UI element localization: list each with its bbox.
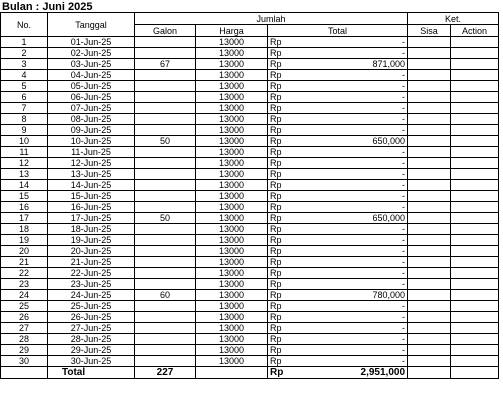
cell-total[interactable]: - bbox=[281, 345, 408, 356]
cell-harga[interactable]: 13000 bbox=[196, 279, 268, 290]
cell-harga[interactable]: 13000 bbox=[196, 246, 268, 257]
cell-no[interactable]: 9 bbox=[1, 125, 48, 136]
header-total[interactable]: Total bbox=[268, 25, 408, 37]
cell-no[interactable]: 4 bbox=[1, 70, 48, 81]
cell-galon[interactable] bbox=[135, 92, 196, 103]
cell-sisa[interactable] bbox=[408, 125, 451, 136]
cell-date[interactable]: 26-Jun-25 bbox=[48, 312, 135, 323]
cell-galon[interactable] bbox=[135, 180, 196, 191]
cell-galon[interactable] bbox=[135, 323, 196, 334]
cell-sisa[interactable] bbox=[408, 48, 451, 59]
cell-galon[interactable] bbox=[135, 279, 196, 290]
cell-currency[interactable]: Rp bbox=[268, 59, 281, 70]
cell-sisa[interactable] bbox=[408, 158, 451, 169]
cell-harga[interactable]: 13000 bbox=[196, 356, 268, 367]
cell-total[interactable]: - bbox=[281, 180, 408, 191]
cell-sisa[interactable] bbox=[408, 59, 451, 70]
cell-sisa[interactable] bbox=[408, 169, 451, 180]
cell-date[interactable]: 14-Jun-25 bbox=[48, 180, 135, 191]
cell-galon[interactable] bbox=[135, 125, 196, 136]
cell-action[interactable] bbox=[451, 246, 499, 257]
cell-harga[interactable]: 13000 bbox=[196, 334, 268, 345]
cell-action[interactable] bbox=[451, 136, 499, 147]
cell-sisa[interactable] bbox=[408, 334, 451, 345]
cell-action[interactable] bbox=[451, 125, 499, 136]
cell-date[interactable]: 17-Jun-25 bbox=[48, 213, 135, 224]
cell-galon[interactable] bbox=[135, 356, 196, 367]
table-row bbox=[1, 103, 499, 114]
cell-date[interactable]: 12-Jun-25 bbox=[48, 158, 135, 169]
cell-total[interactable]: - bbox=[281, 103, 408, 114]
cell-galon[interactable] bbox=[135, 147, 196, 158]
cell-date[interactable]: 22-Jun-25 bbox=[48, 268, 135, 279]
cell-total[interactable]: 650,000 bbox=[281, 136, 408, 147]
table-row bbox=[1, 136, 499, 147]
cell-no[interactable]: 28 bbox=[1, 334, 48, 345]
cell-sisa[interactable] bbox=[408, 312, 451, 323]
cell-action[interactable] bbox=[451, 147, 499, 158]
cell-total[interactable]: - bbox=[281, 224, 408, 235]
sheet-title: Bulan : Juni 2025 bbox=[2, 1, 93, 13]
cell-date[interactable]: 01-Jun-25 bbox=[48, 37, 135, 48]
cell-no[interactable]: 21 bbox=[1, 257, 48, 268]
table-row bbox=[1, 48, 499, 59]
cell-currency[interactable]: Rp bbox=[268, 301, 281, 312]
cell-currency[interactable]: Rp bbox=[268, 158, 281, 169]
cell-total[interactable]: 650,000 bbox=[281, 213, 408, 224]
table-row bbox=[1, 202, 499, 213]
cell-currency[interactable]: Rp bbox=[268, 147, 281, 158]
cell-harga[interactable]: 13000 bbox=[196, 81, 268, 92]
cell-no[interactable]: 10 bbox=[1, 136, 48, 147]
cell-total[interactable]: - bbox=[281, 125, 408, 136]
cell-currency[interactable]: Rp bbox=[268, 213, 281, 224]
cell-total[interactable]: - bbox=[281, 323, 408, 334]
cell-currency[interactable]: Rp bbox=[268, 224, 281, 235]
cell-date[interactable]: 16-Jun-25 bbox=[48, 202, 135, 213]
cell-total[interactable]: - bbox=[281, 169, 408, 180]
cell-galon[interactable] bbox=[135, 235, 196, 246]
header-sisa[interactable]: Sisa bbox=[408, 25, 451, 37]
cell-currency[interactable]: Rp bbox=[268, 191, 281, 202]
cell-date[interactable]: 13-Jun-25 bbox=[48, 169, 135, 180]
cell-no[interactable]: 29 bbox=[1, 345, 48, 356]
cell-galon[interactable] bbox=[135, 202, 196, 213]
cell-action[interactable] bbox=[451, 202, 499, 213]
table-row bbox=[1, 301, 499, 312]
cell-action[interactable] bbox=[451, 48, 499, 59]
cell-no[interactable]: 5 bbox=[1, 81, 48, 92]
cell-harga[interactable]: 13000 bbox=[196, 147, 268, 158]
cell-sisa[interactable] bbox=[408, 279, 451, 290]
cell-currency[interactable]: Rp bbox=[268, 92, 281, 103]
cell-sisa[interactable] bbox=[408, 356, 451, 367]
cell-no[interactable]: 16 bbox=[1, 202, 48, 213]
cell-sisa[interactable] bbox=[408, 191, 451, 202]
cell-sisa[interactable] bbox=[408, 147, 451, 158]
cell-harga[interactable]: 13000 bbox=[196, 345, 268, 356]
total-currency[interactable]: Rp bbox=[268, 367, 281, 379]
cell-date[interactable]: 03-Jun-25 bbox=[48, 59, 135, 70]
cell-galon[interactable] bbox=[135, 246, 196, 257]
cell-action[interactable] bbox=[451, 59, 499, 70]
cell-harga[interactable]: 13000 bbox=[196, 70, 268, 81]
cell-harga[interactable]: 13000 bbox=[196, 301, 268, 312]
cell-sisa[interactable] bbox=[408, 257, 451, 268]
cell-action[interactable] bbox=[451, 103, 499, 114]
cell-no[interactable]: 8 bbox=[1, 114, 48, 125]
cell-action[interactable] bbox=[451, 312, 499, 323]
cell-no[interactable]: 3 bbox=[1, 59, 48, 70]
table-row bbox=[1, 37, 499, 48]
cell-galon[interactable] bbox=[135, 257, 196, 268]
cell-currency[interactable]: Rp bbox=[268, 125, 281, 136]
cell-galon[interactable] bbox=[135, 334, 196, 345]
cell-galon[interactable] bbox=[135, 81, 196, 92]
cell-harga[interactable]: 13000 bbox=[196, 92, 268, 103]
cell-galon[interactable] bbox=[135, 37, 196, 48]
cell-total[interactable]: - bbox=[281, 81, 408, 92]
table-row bbox=[1, 312, 499, 323]
cell-sisa[interactable] bbox=[408, 37, 451, 48]
cell-no[interactable]: 13 bbox=[1, 169, 48, 180]
cell-action[interactable] bbox=[451, 323, 499, 334]
cell-total[interactable]: - bbox=[281, 147, 408, 158]
cell-galon[interactable]: 50 bbox=[135, 213, 196, 224]
cell-date[interactable]: 23-Jun-25 bbox=[48, 279, 135, 290]
cell-sisa[interactable] bbox=[408, 268, 451, 279]
table-row bbox=[1, 191, 499, 202]
cell-action[interactable] bbox=[451, 81, 499, 92]
cell-date[interactable]: 19-Jun-25 bbox=[48, 235, 135, 246]
cell-date[interactable]: 29-Jun-25 bbox=[48, 345, 135, 356]
header-jumlah[interactable]: Jumlah bbox=[135, 13, 408, 25]
cell-harga[interactable]: 13000 bbox=[196, 213, 268, 224]
cell-galon[interactable] bbox=[135, 48, 196, 59]
table-row bbox=[1, 147, 499, 158]
cell-no[interactable]: 2 bbox=[1, 48, 48, 59]
cell-galon[interactable]: 67 bbox=[135, 59, 196, 70]
cell-date[interactable]: 20-Jun-25 bbox=[48, 246, 135, 257]
cell-total[interactable]: - bbox=[281, 312, 408, 323]
cell-galon[interactable] bbox=[135, 114, 196, 125]
table-row bbox=[1, 158, 499, 169]
cell-no[interactable]: 15 bbox=[1, 191, 48, 202]
cell-action[interactable] bbox=[451, 169, 499, 180]
cell-total[interactable]: - bbox=[281, 191, 408, 202]
header-no[interactable]: No. bbox=[1, 13, 48, 37]
cell-harga[interactable]: 13000 bbox=[196, 59, 268, 70]
cell-currency[interactable]: Rp bbox=[268, 37, 281, 48]
table-row bbox=[1, 268, 499, 279]
cell-sisa[interactable] bbox=[408, 180, 451, 191]
cell-no[interactable]: 18 bbox=[1, 224, 48, 235]
cell-action[interactable] bbox=[451, 235, 499, 246]
total-harga-cell[interactable] bbox=[196, 367, 268, 379]
cell-harga[interactable]: 13000 bbox=[196, 202, 268, 213]
table-row bbox=[1, 125, 499, 136]
cell-no[interactable]: 12 bbox=[1, 158, 48, 169]
cell-action[interactable] bbox=[451, 114, 499, 125]
cell-harga[interactable]: 13000 bbox=[196, 180, 268, 191]
cell-harga[interactable]: 13000 bbox=[196, 224, 268, 235]
header-action[interactable]: Action bbox=[451, 25, 499, 37]
cell-action[interactable] bbox=[451, 70, 499, 81]
cell-sisa[interactable] bbox=[408, 224, 451, 235]
cell-date[interactable]: 30-Jun-25 bbox=[48, 356, 135, 367]
cell-no[interactable]: 22 bbox=[1, 268, 48, 279]
total-row bbox=[1, 367, 499, 379]
cell-galon[interactable] bbox=[135, 103, 196, 114]
cell-total[interactable]: - bbox=[281, 268, 408, 279]
cell-harga[interactable]: 13000 bbox=[196, 114, 268, 125]
cell-total[interactable]: 871,000 bbox=[281, 59, 408, 70]
spreadsheet-table bbox=[0, 12, 499, 379]
cell-date[interactable]: 25-Jun-25 bbox=[48, 301, 135, 312]
cell-no[interactable]: 19 bbox=[1, 235, 48, 246]
table-row bbox=[1, 180, 499, 191]
cell-no[interactable]: 26 bbox=[1, 312, 48, 323]
cell-sisa[interactable] bbox=[408, 290, 451, 301]
cell-harga[interactable]: 13000 bbox=[196, 37, 268, 48]
cell-date[interactable]: 10-Jun-25 bbox=[48, 136, 135, 147]
cell-harga[interactable]: 13000 bbox=[196, 312, 268, 323]
cell-date[interactable]: 02-Jun-25 bbox=[48, 48, 135, 59]
cell-date[interactable]: 08-Jun-25 bbox=[48, 114, 135, 125]
cell-date[interactable]: 18-Jun-25 bbox=[48, 224, 135, 235]
cell-action[interactable] bbox=[451, 213, 499, 224]
cell-galon[interactable] bbox=[135, 224, 196, 235]
cell-action[interactable] bbox=[451, 191, 499, 202]
table-row bbox=[1, 356, 499, 367]
cell-action[interactable] bbox=[451, 279, 499, 290]
cell-currency[interactable]: Rp bbox=[268, 257, 281, 268]
cell-date[interactable]: 07-Jun-25 bbox=[48, 103, 135, 114]
cell-sisa[interactable] bbox=[408, 70, 451, 81]
cell-currency[interactable]: Rp bbox=[268, 114, 281, 125]
cell-date[interactable]: 04-Jun-25 bbox=[48, 70, 135, 81]
table-row bbox=[1, 279, 499, 290]
cell-no[interactable]: 23 bbox=[1, 279, 48, 290]
cell-action[interactable] bbox=[451, 224, 499, 235]
table-row bbox=[1, 323, 499, 334]
table-row bbox=[1, 59, 499, 70]
cell-no[interactable]: 30 bbox=[1, 356, 48, 367]
cell-currency[interactable]: Rp bbox=[268, 202, 281, 213]
table-row bbox=[1, 81, 499, 92]
cell-harga[interactable]: 13000 bbox=[196, 125, 268, 136]
cell-total[interactable]: - bbox=[281, 92, 408, 103]
cell-harga[interactable]: 13000 bbox=[196, 169, 268, 180]
cell-no[interactable]: 27 bbox=[1, 323, 48, 334]
cell-action[interactable] bbox=[451, 356, 499, 367]
cell-galon[interactable]: 50 bbox=[135, 136, 196, 147]
cell-action[interactable] bbox=[451, 158, 499, 169]
cell-action[interactable] bbox=[451, 290, 499, 301]
cell-harga[interactable]: 13000 bbox=[196, 48, 268, 59]
cell-sisa[interactable] bbox=[408, 202, 451, 213]
cell-harga[interactable]: 13000 bbox=[196, 257, 268, 268]
cell-currency[interactable]: Rp bbox=[268, 312, 281, 323]
cell-harga[interactable]: 13000 bbox=[196, 268, 268, 279]
cell-total[interactable]: 780,000 bbox=[281, 290, 408, 301]
cell-action[interactable] bbox=[451, 257, 499, 268]
cell-currency[interactable]: Rp bbox=[268, 235, 281, 246]
cell-no[interactable]: 11 bbox=[1, 147, 48, 158]
table-row bbox=[1, 213, 499, 224]
header-ket[interactable]: Ket. bbox=[408, 13, 499, 25]
cell-date[interactable]: 24-Jun-25 bbox=[48, 290, 135, 301]
cell-action[interactable] bbox=[451, 301, 499, 312]
cell-sisa[interactable] bbox=[408, 103, 451, 114]
cell-date[interactable]: 27-Jun-25 bbox=[48, 323, 135, 334]
header-tanggal[interactable]: Tanggal bbox=[48, 13, 135, 37]
cell-action[interactable] bbox=[451, 334, 499, 345]
cell-total[interactable]: - bbox=[281, 235, 408, 246]
cell-total[interactable]: - bbox=[281, 114, 408, 125]
cell-harga[interactable]: 13000 bbox=[196, 191, 268, 202]
total-galon[interactable]: 227 bbox=[135, 367, 196, 379]
cell-total[interactable]: - bbox=[281, 202, 408, 213]
cell-action[interactable] bbox=[451, 37, 499, 48]
cell-no[interactable]: 6 bbox=[1, 92, 48, 103]
cell-currency[interactable]: Rp bbox=[268, 268, 281, 279]
cell-no[interactable]: 20 bbox=[1, 246, 48, 257]
cell-date[interactable]: 11-Jun-25 bbox=[48, 147, 135, 158]
table-row bbox=[1, 114, 499, 125]
cell-galon[interactable] bbox=[135, 70, 196, 81]
cell-total[interactable]: - bbox=[281, 257, 408, 268]
cell-galon[interactable] bbox=[135, 191, 196, 202]
cell-action[interactable] bbox=[451, 345, 499, 356]
table-row bbox=[1, 257, 499, 268]
cell-total[interactable]: - bbox=[281, 279, 408, 290]
cell-currency[interactable]: Rp bbox=[268, 180, 281, 191]
cell-date[interactable]: 09-Jun-25 bbox=[48, 125, 135, 136]
cell-total[interactable]: - bbox=[281, 158, 408, 169]
table-row bbox=[1, 345, 499, 356]
total-label[interactable]: Total bbox=[48, 367, 135, 379]
cell-currency[interactable]: Rp bbox=[268, 290, 281, 301]
cell-sisa[interactable] bbox=[408, 235, 451, 246]
cell-currency[interactable]: Rp bbox=[268, 334, 281, 345]
cell-harga[interactable]: 13000 bbox=[196, 290, 268, 301]
total-no-cell[interactable] bbox=[1, 367, 48, 379]
cell-total[interactable]: - bbox=[281, 301, 408, 312]
header-harga[interactable]: Harga bbox=[196, 25, 268, 37]
table-row bbox=[1, 92, 499, 103]
cell-date[interactable]: 15-Jun-25 bbox=[48, 191, 135, 202]
cell-galon[interactable] bbox=[135, 345, 196, 356]
cell-total[interactable]: - bbox=[281, 356, 408, 367]
cell-currency[interactable]: Rp bbox=[268, 345, 281, 356]
cell-currency[interactable]: Rp bbox=[268, 279, 281, 290]
cell-galon[interactable] bbox=[135, 312, 196, 323]
table-row bbox=[1, 246, 499, 257]
cell-sisa[interactable] bbox=[408, 301, 451, 312]
cell-currency[interactable]: Rp bbox=[268, 356, 281, 367]
header-galon[interactable]: Galon bbox=[135, 25, 196, 37]
total-sisa-cell[interactable] bbox=[408, 367, 451, 379]
total-action-cell[interactable] bbox=[451, 367, 499, 379]
cell-currency[interactable]: Rp bbox=[268, 323, 281, 334]
table-row bbox=[1, 224, 499, 235]
cell-action[interactable] bbox=[451, 268, 499, 279]
cell-action[interactable] bbox=[451, 92, 499, 103]
cell-currency[interactable]: Rp bbox=[268, 81, 281, 92]
cell-total[interactable]: - bbox=[281, 48, 408, 59]
table-body bbox=[1, 37, 499, 367]
cell-no[interactable]: 17 bbox=[1, 213, 48, 224]
cell-currency[interactable]: Rp bbox=[268, 246, 281, 257]
cell-total[interactable]: - bbox=[281, 70, 408, 81]
cell-sisa[interactable] bbox=[408, 92, 451, 103]
table-row bbox=[1, 169, 499, 180]
cell-sisa[interactable] bbox=[408, 323, 451, 334]
cell-currency[interactable]: Rp bbox=[268, 103, 281, 114]
cell-no[interactable]: 14 bbox=[1, 180, 48, 191]
total-amount[interactable]: 2,951,000 bbox=[281, 367, 408, 379]
cell-no[interactable]: 7 bbox=[1, 103, 48, 114]
cell-harga[interactable]: 13000 bbox=[196, 136, 268, 147]
cell-sisa[interactable] bbox=[408, 246, 451, 257]
cell-date[interactable]: 06-Jun-25 bbox=[48, 92, 135, 103]
cell-sisa[interactable] bbox=[408, 114, 451, 125]
table-row bbox=[1, 290, 499, 301]
cell-sisa[interactable] bbox=[408, 213, 451, 224]
cell-harga[interactable]: 13000 bbox=[196, 235, 268, 246]
cell-no[interactable]: 25 bbox=[1, 301, 48, 312]
cell-harga[interactable]: 13000 bbox=[196, 103, 268, 114]
cell-currency[interactable]: Rp bbox=[268, 70, 281, 81]
cell-galon[interactable]: 60 bbox=[135, 290, 196, 301]
cell-date[interactable]: 28-Jun-25 bbox=[48, 334, 135, 345]
cell-harga[interactable]: 13000 bbox=[196, 158, 268, 169]
cell-galon[interactable] bbox=[135, 301, 196, 312]
cell-harga[interactable]: 13000 bbox=[196, 323, 268, 334]
cell-sisa[interactable] bbox=[408, 136, 451, 147]
cell-sisa[interactable] bbox=[408, 81, 451, 92]
cell-total[interactable]: - bbox=[281, 246, 408, 257]
cell-galon[interactable] bbox=[135, 158, 196, 169]
cell-total[interactable]: - bbox=[281, 37, 408, 48]
cell-galon[interactable] bbox=[135, 169, 196, 180]
cell-date[interactable]: 05-Jun-25 bbox=[48, 81, 135, 92]
cell-currency[interactable]: Rp bbox=[268, 136, 281, 147]
cell-sisa[interactable] bbox=[408, 345, 451, 356]
cell-total[interactable]: - bbox=[281, 334, 408, 345]
cell-currency[interactable]: Rp bbox=[268, 169, 281, 180]
cell-no[interactable]: 1 bbox=[1, 37, 48, 48]
cell-currency[interactable]: Rp bbox=[268, 48, 281, 59]
cell-action[interactable] bbox=[451, 180, 499, 191]
table-row bbox=[1, 334, 499, 345]
cell-no[interactable]: 24 bbox=[1, 290, 48, 301]
cell-date[interactable]: 21-Jun-25 bbox=[48, 257, 135, 268]
table-row bbox=[1, 70, 499, 81]
table-row bbox=[1, 235, 499, 246]
cell-galon[interactable] bbox=[135, 268, 196, 279]
